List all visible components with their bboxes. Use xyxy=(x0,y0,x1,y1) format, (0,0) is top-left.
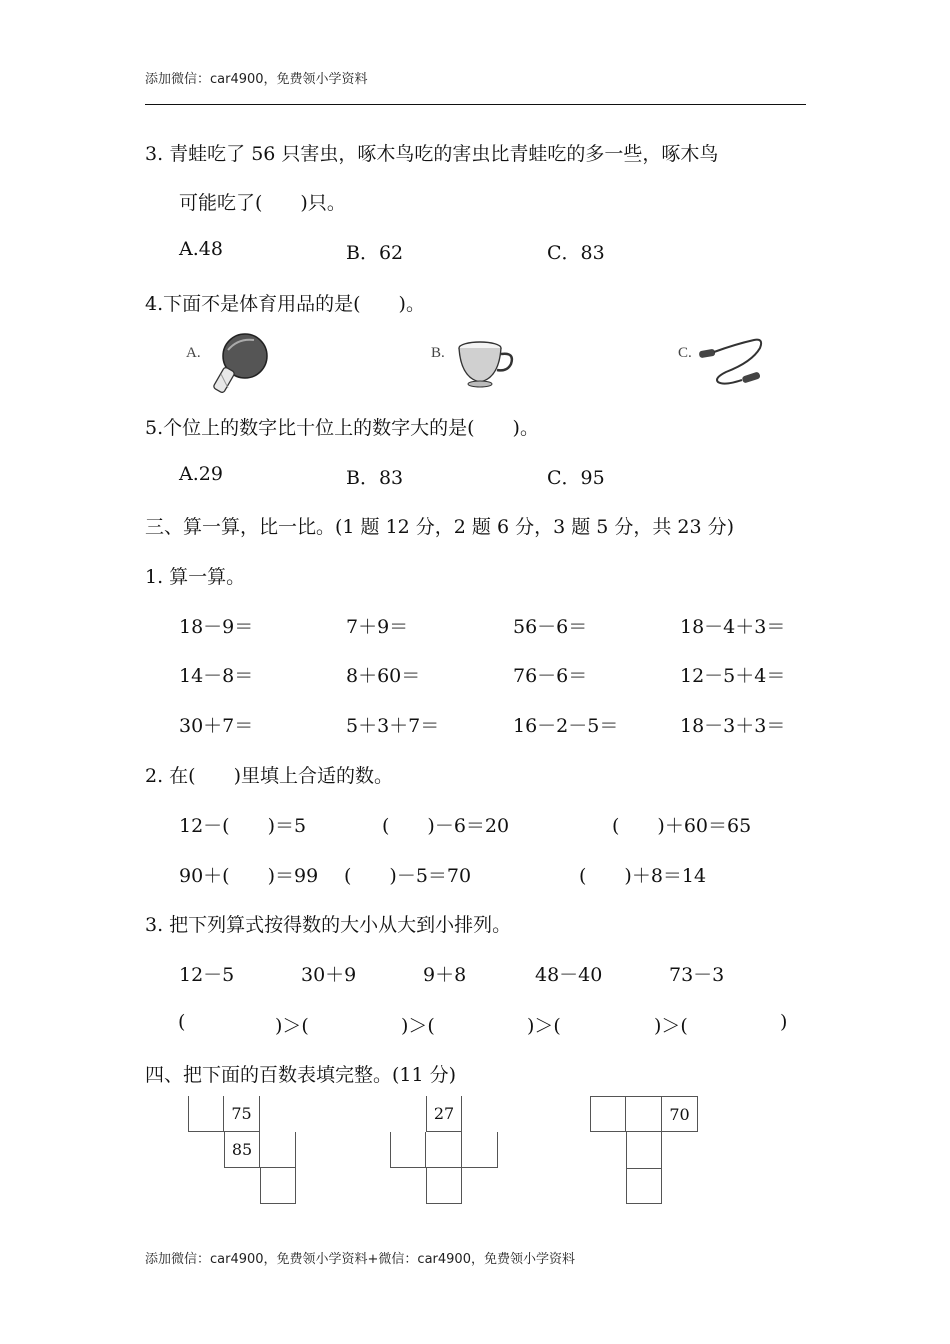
q5-option-b: B．83 xyxy=(346,467,404,489)
calc-item: 18－4＋3＝ xyxy=(680,616,786,638)
part-3-title: 3. 把下列算式按得数的大小从大到小排列。 xyxy=(145,914,512,936)
order-blank: ( xyxy=(178,1011,186,1033)
part-1-title: 1. 算一算。 xyxy=(145,566,246,588)
page-header: 添加微信：car4900，免费领小学资料 xyxy=(145,72,368,87)
grid-cell xyxy=(188,1096,224,1132)
fill-item: ( )－6＝20 xyxy=(382,815,510,837)
sort-expr: 30＋9 xyxy=(301,964,357,986)
fill-item: ( )＋8＝14 xyxy=(579,865,707,887)
q3-option-c: C．83 xyxy=(547,242,605,264)
ping-pong-paddle-icon xyxy=(208,328,270,396)
order-blank: )＞( xyxy=(654,1015,688,1037)
grid-cell xyxy=(426,1132,462,1168)
jump-rope-icon xyxy=(696,336,772,388)
grid-cell: 27 xyxy=(426,1096,462,1132)
sort-expr: 73－3 xyxy=(669,964,725,986)
calc-item: 18－9＝ xyxy=(179,616,254,638)
calc-item: 5＋3＋7＝ xyxy=(346,715,440,737)
fill-item: 90＋( )＝99 xyxy=(179,865,319,887)
order-blank: ) xyxy=(780,1011,788,1033)
page-footer: 添加微信：car4900，免费领小学资料+微信：car4900，免费领小学资料 xyxy=(145,1252,575,1267)
grid-cell xyxy=(260,1168,296,1204)
q3-option-b: B．62 xyxy=(346,242,404,264)
order-blank: )＞( xyxy=(401,1015,435,1037)
fill-item: ( )＋60＝65 xyxy=(612,815,752,837)
tea-cup-icon xyxy=(453,338,519,390)
grid-cell xyxy=(626,1096,662,1132)
order-blank: )＞( xyxy=(275,1015,309,1037)
order-blank: )＞( xyxy=(527,1015,561,1037)
grid-cell xyxy=(626,1132,662,1168)
fill-item: 12－( )＝5 xyxy=(179,815,307,837)
calc-item: 76－6＝ xyxy=(513,665,588,687)
question-3-line1: 3. 青蛙吃了 56 只害虫，啄木鸟吃的害虫比青蛙吃的多一些，啄木鸟 xyxy=(145,143,719,165)
grid-cell: 85 xyxy=(224,1132,260,1168)
q3-option-a: A.48 xyxy=(179,238,223,260)
calc-item: 30＋7＝ xyxy=(179,715,254,737)
section-4-title: 四、把下面的百数表填完整。(11 分) xyxy=(145,1064,457,1086)
calc-item: 8＋60＝ xyxy=(346,665,421,687)
fill-item: ( )－5＝70 xyxy=(344,865,472,887)
calc-item: 7＋9＝ xyxy=(346,616,409,638)
part-2-title: 2. 在( )里填上合适的数。 xyxy=(145,765,393,787)
grid-cell xyxy=(390,1132,426,1168)
grid-cell xyxy=(590,1096,626,1132)
q4-option-c-label: C. xyxy=(678,345,692,361)
q5-option-a: A.29 xyxy=(179,463,223,485)
header-divider xyxy=(145,104,806,105)
calc-item: 56－6＝ xyxy=(513,616,588,638)
grid-cell xyxy=(260,1132,296,1168)
calc-item: 16－2－5＝ xyxy=(513,715,619,737)
question-5: 5.个位上的数字比十位上的数字大的是( )。 xyxy=(145,417,539,439)
calc-item: 14－8＝ xyxy=(179,665,254,687)
sort-expr: 9＋8 xyxy=(423,964,467,986)
sort-expr: 12－5 xyxy=(179,964,235,986)
q4-option-b-label: B. xyxy=(431,345,445,361)
calc-item: 18－3＋3＝ xyxy=(680,715,786,737)
grid-cell: 75 xyxy=(224,1096,260,1132)
q4-option-a-label: A. xyxy=(186,345,201,361)
sort-expr: 48－40 xyxy=(535,964,603,986)
calc-item: 12－5＋4＝ xyxy=(680,665,786,687)
grid-cell xyxy=(426,1168,462,1204)
grid-cell: 70 xyxy=(662,1096,698,1132)
question-3-line2: 可能吃了( )只。 xyxy=(179,192,346,214)
section-3-title: 三、算一算，比一比。(1 题 12 分，2 题 6 分，3 题 5 分，共 23 分) xyxy=(145,516,735,538)
question-4: 4.下面不是体育用品的是( )。 xyxy=(145,293,425,315)
grid-cell xyxy=(462,1132,498,1168)
grid-cell xyxy=(626,1168,662,1204)
q5-option-c: C．95 xyxy=(547,467,605,489)
